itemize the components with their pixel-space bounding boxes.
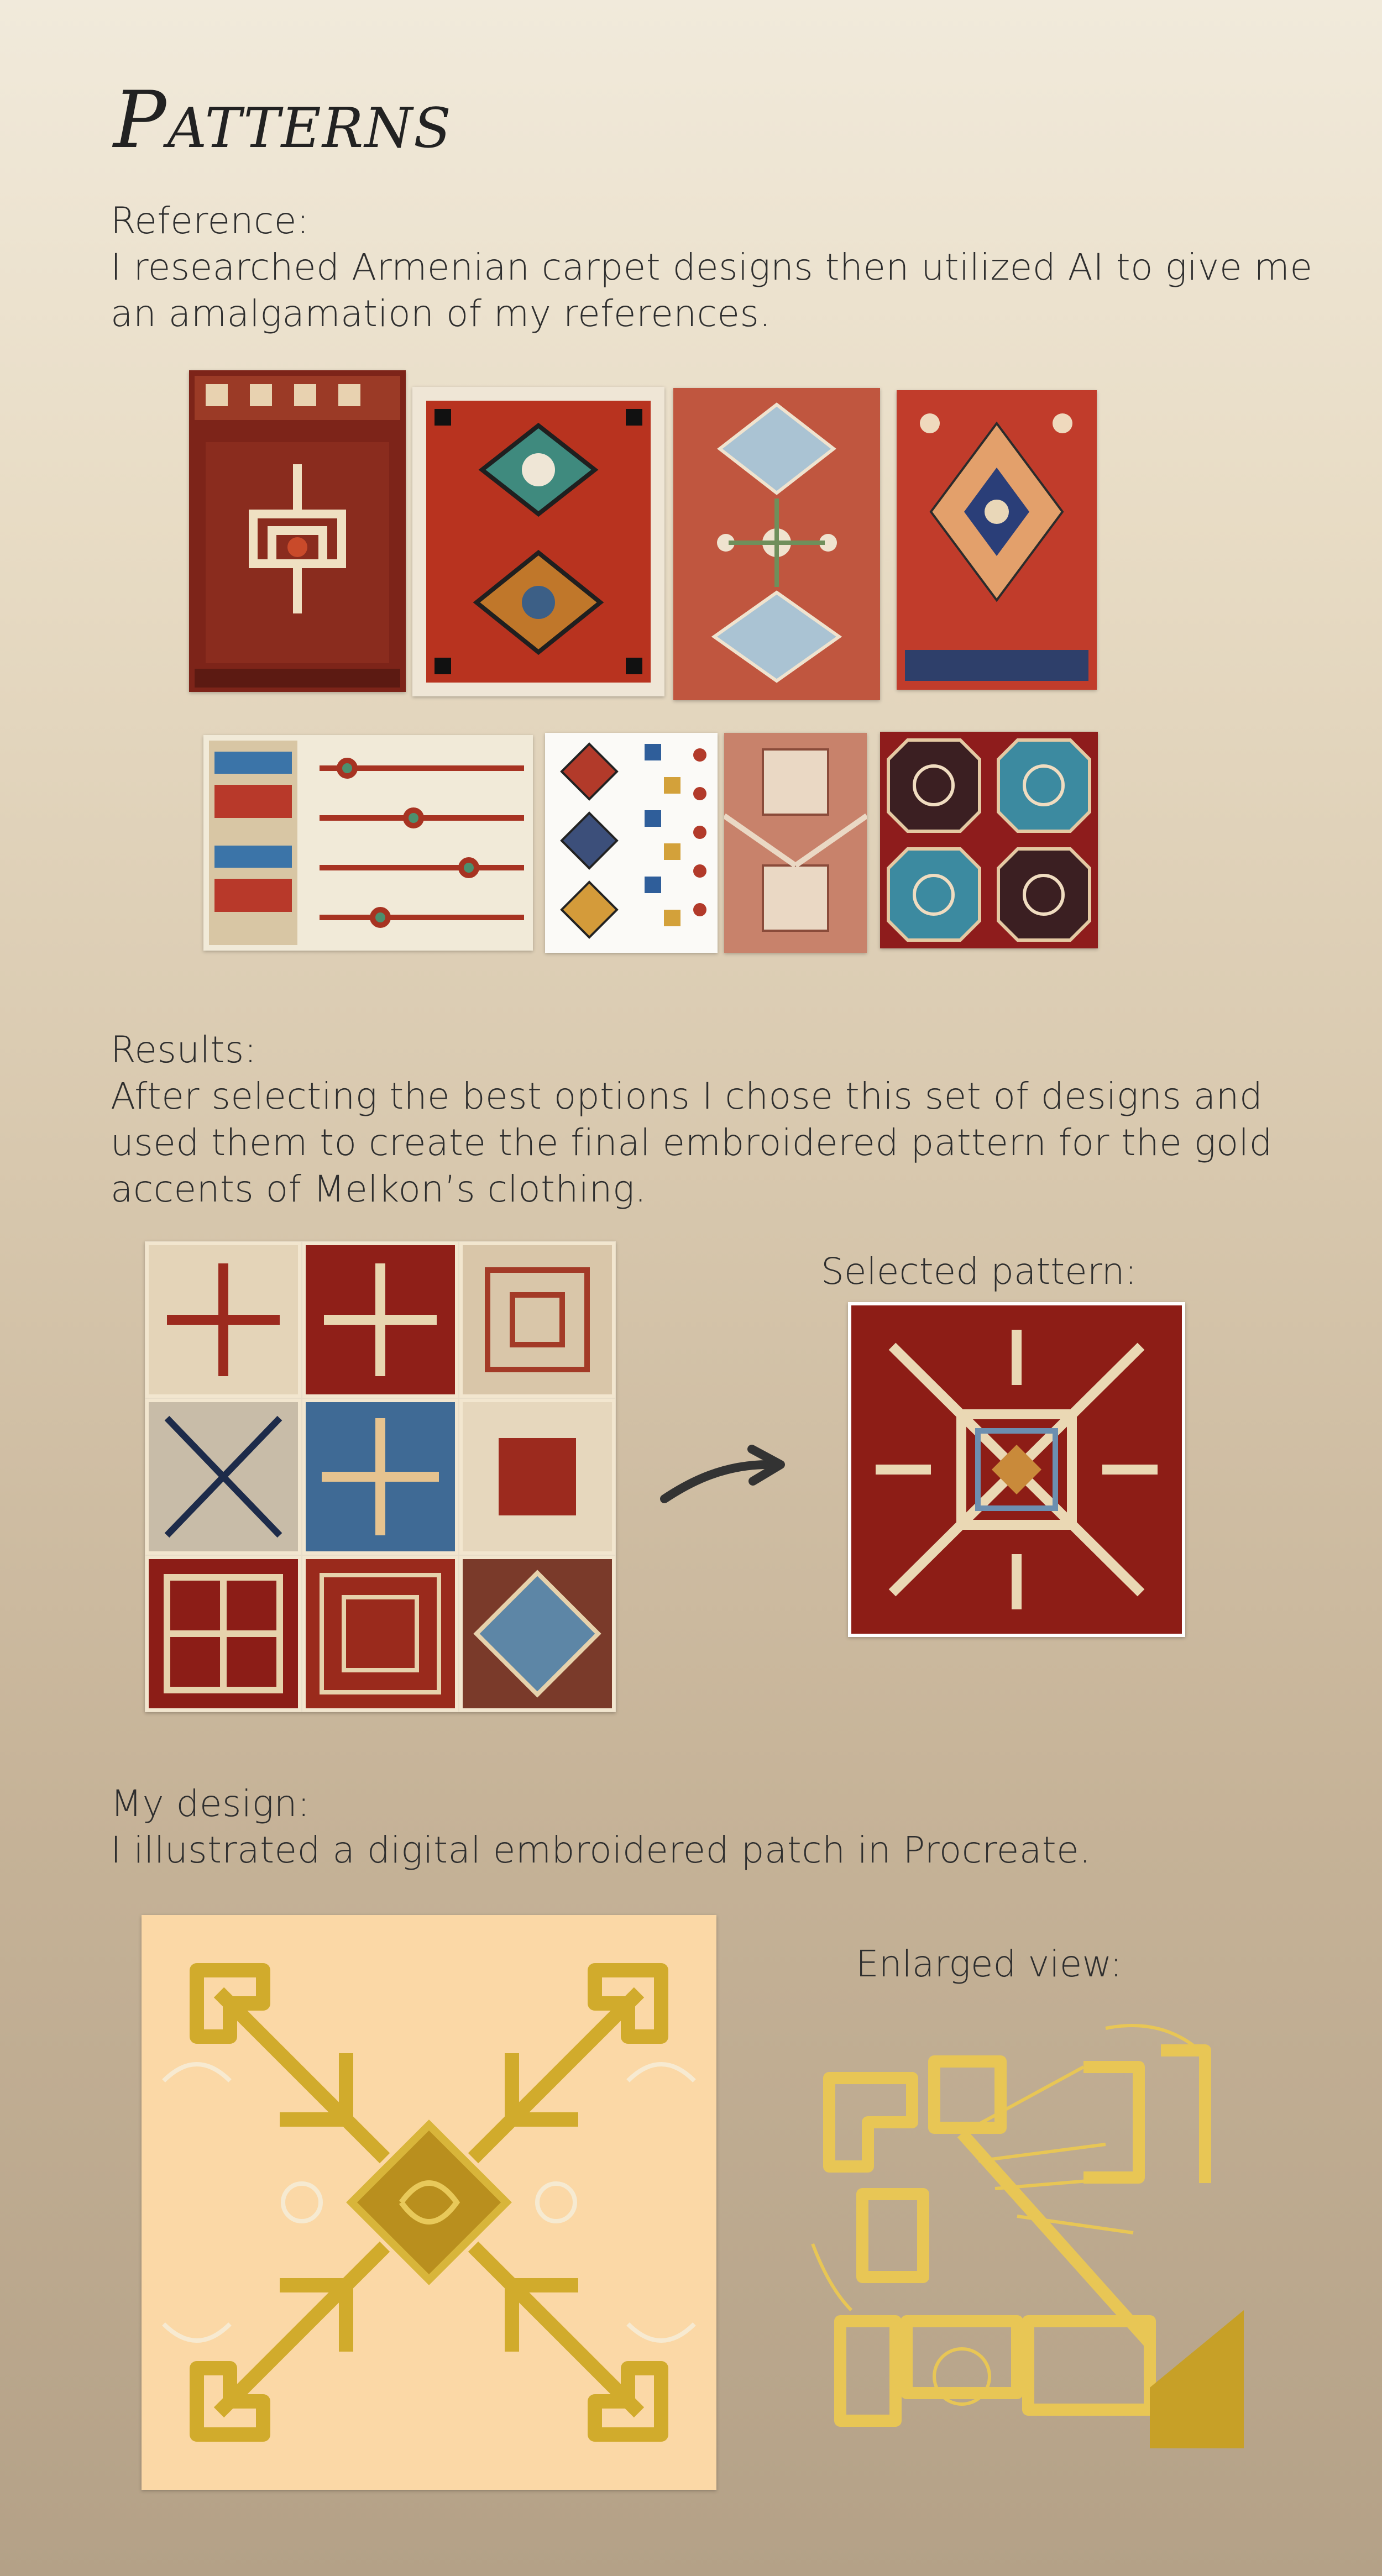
- reference-carpet-image-4: [897, 390, 1097, 690]
- results-line-3: accents of Melkon’s clothing.: [111, 1168, 647, 1210]
- my-design-section-text: [111, 1781, 1091, 1874]
- arrow-icon: [658, 1437, 791, 1509]
- results-line-2: used them to create the final embroidered pattern for the gold: [111, 1121, 1273, 1164]
- my-design-heading: My design:: [111, 1782, 310, 1825]
- enlarged-patch-detail-image: [796, 2012, 1249, 2454]
- results-line-1: After selecting the best options I chose this set of designs and: [111, 1075, 1263, 1118]
- reference-carpet-image-2: [412, 387, 664, 696]
- selected-pattern-image: [848, 1302, 1185, 1637]
- reference-heading: Reference:: [111, 200, 310, 242]
- reference-faded-rug-image: [724, 733, 867, 953]
- results-section-text: [111, 1027, 1273, 1213]
- enlarged-view-label: Enlarged view:: [856, 1943, 1122, 1985]
- reference-octagon-textile-image: [880, 732, 1098, 948]
- results-heading: Results:: [111, 1029, 257, 1071]
- ai-pattern-grid-image: [145, 1241, 616, 1712]
- my-design-line-1: I illustrated a digital embroidered patch in Procreate.: [111, 1829, 1091, 1871]
- reference-line-1: I researched Armenian carpet designs then utilized AI to give me: [111, 246, 1313, 288]
- reference-section-text: [111, 198, 1312, 337]
- reference-motif-strip-image: [545, 733, 718, 953]
- selected-pattern-label: Selected pattern:: [821, 1250, 1137, 1293]
- reference-carpet-image-3: [673, 388, 880, 700]
- reference-line-2: an amalgamation of my references.: [111, 292, 771, 335]
- page-title: Patterns: [113, 75, 452, 166]
- reference-ornament-sheet-image: [203, 735, 533, 951]
- digital-embroidered-patch-image: [142, 1915, 716, 2490]
- reference-carpet-image-1: [189, 370, 406, 692]
